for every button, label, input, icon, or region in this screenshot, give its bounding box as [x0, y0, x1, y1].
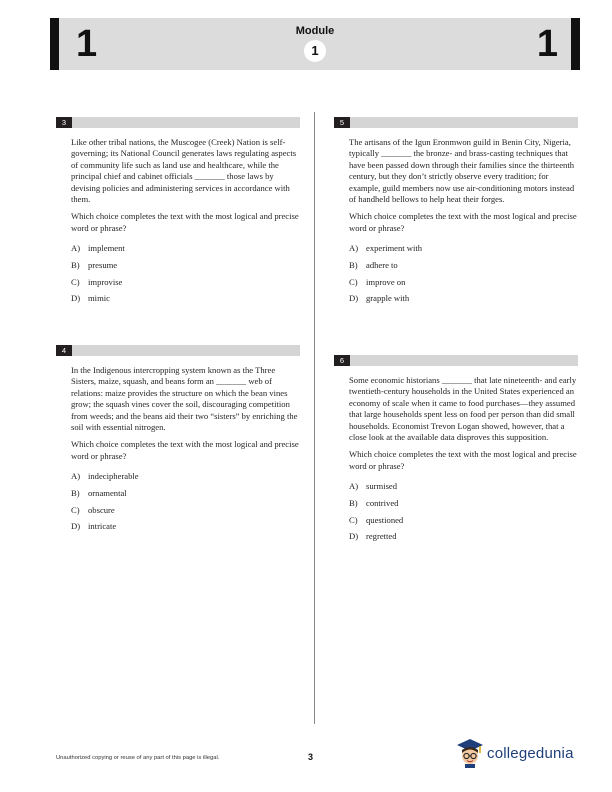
choice-c[interactable]: C) improve on	[349, 276, 406, 287]
column-divider	[314, 112, 315, 724]
module-header	[50, 18, 580, 70]
question-header-bar	[334, 355, 578, 366]
choice-c[interactable]: C) improvise	[71, 276, 123, 287]
question-prompt: Which choice completes the text with the most logical and precise word or phrase?	[71, 439, 299, 461]
question-number: 4	[56, 345, 72, 356]
question-4	[56, 345, 300, 538]
question-number: 6	[334, 355, 350, 366]
brand-name: collegedunia	[487, 744, 574, 762]
choice-d[interactable]: D) intricate	[71, 521, 117, 532]
choice-a[interactable]: A) implement	[71, 243, 125, 254]
choice-b[interactable]: B) presume	[71, 259, 118, 270]
header-bar-left	[50, 18, 59, 70]
graduate-mascot-icon	[456, 738, 484, 768]
question-number: 5	[334, 117, 350, 128]
choice-c[interactable]: C) obscure	[71, 504, 115, 515]
question-passage: The artisans of the Igun Eronmwon guild in Benin City, Nigeria, typically _______ the bronze- and brass-casting techniques that have been passed down through their families since the thirteenth century, but they don’t strictly observe every tradition; for example, guild members now use air-conditioning motors instead of handheld bellows to help heat their forges.	[349, 137, 575, 205]
header-bar-right	[571, 18, 580, 70]
question-header-bar	[56, 117, 300, 128]
question-prompt: Which choice completes the text with the most logical and precise word or phrase?	[349, 211, 577, 233]
page-number: 3	[308, 752, 314, 762]
choice-a[interactable]: A) indecipherable	[71, 471, 139, 482]
question-passage: Like other tribal nations, the Muscogee (Creek) Nation is self-governing; its National Council generates laws regulating aspects of community life such as land use and healthcare, while the principal chief and cabinet officials _______ those laws by devising policies and administering services in accordance with them.	[71, 137, 297, 205]
module-number: 1	[304, 40, 326, 62]
header-number-right: 1	[536, 23, 558, 65]
question-passage: Some economic historians _______ that late nineteenth- and early twentieth-century households in the United States experienced an economy of scale when it came to food purchases—they assumed that large households spent less on food per person than did small households. Economist Trevon Logan showed, however, that a close look at the available data disproves this supposition.	[349, 375, 577, 443]
choice-b[interactable]: B) ornamental	[71, 487, 127, 498]
choice-b[interactable]: B) adhere to	[349, 259, 398, 270]
module-indicator	[282, 25, 348, 62]
question-5	[334, 117, 578, 310]
choice-a[interactable]: A) surmised	[349, 481, 398, 492]
choice-b[interactable]: B) contrived	[349, 497, 399, 508]
module-label: Module	[295, 25, 335, 37]
choice-d[interactable]: D) regretted	[349, 531, 397, 542]
choice-a[interactable]: A) experiment with	[349, 243, 423, 254]
collegedunia-logo[interactable]	[456, 738, 574, 768]
question-prompt: Which choice completes the text with the most logical and precise word or phrase?	[71, 211, 299, 233]
choice-d[interactable]: D) grapple with	[349, 293, 410, 304]
question-prompt: Which choice completes the text with the most logical and precise word or phrase?	[349, 449, 577, 471]
question-3	[56, 117, 300, 310]
choice-c[interactable]: C) questioned	[349, 514, 404, 525]
question-6	[334, 355, 578, 548]
question-header-bar	[56, 345, 300, 356]
header-number-left: 1	[76, 23, 98, 65]
question-number: 3	[56, 117, 72, 128]
question-passage: In the Indigenous intercropping system known as the Three Sisters, maize, squash, and beans form an _______ web of relations: maize provides the structure on which the bean vines grow; the squash vines cover the soil, discouraging competition from weeds; and the beans aid their two “sisters” by enriching the soil with essential nitrogen.	[71, 365, 298, 433]
choice-d[interactable]: D) mimic	[71, 293, 110, 304]
copyright-notice: Unauthorized copying or reuse of any part of this page is illegal.	[56, 755, 220, 761]
question-header-bar	[334, 117, 578, 128]
